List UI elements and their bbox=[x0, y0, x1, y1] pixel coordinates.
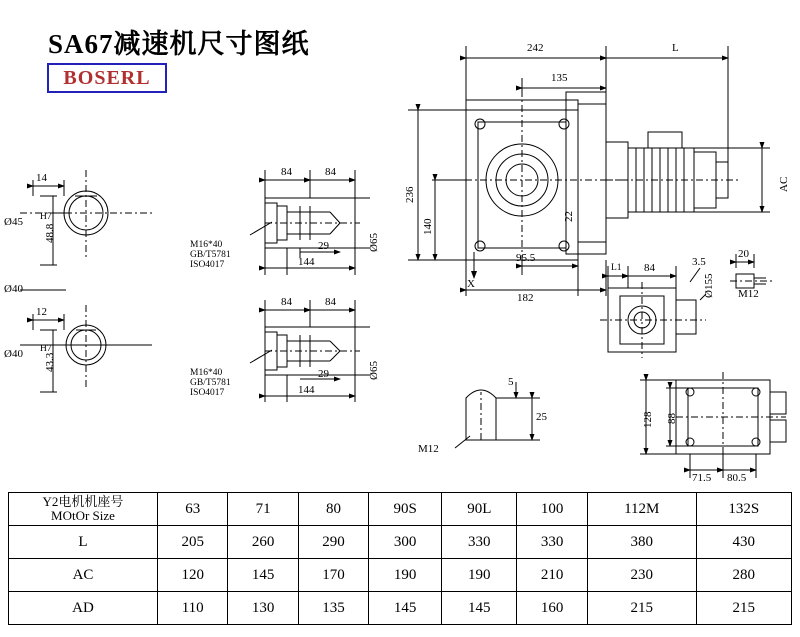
table-cell: 120 bbox=[158, 559, 228, 592]
table-col-3: 90S bbox=[369, 493, 442, 526]
bolt-spec-line3: ISO4017 bbox=[190, 260, 225, 270]
table-col-7: 132S bbox=[696, 493, 791, 526]
table-col-0: 63 bbox=[158, 493, 228, 526]
dim-140: 140 bbox=[422, 218, 434, 235]
bolt-spec-line1: M16*40 bbox=[190, 240, 223, 250]
table-cell: 330 bbox=[517, 526, 587, 559]
dim-25: 25 bbox=[536, 411, 547, 423]
table-cell: 110 bbox=[158, 592, 228, 625]
dim-128: 128 bbox=[642, 411, 654, 428]
table-cell: 145 bbox=[369, 592, 442, 625]
dim-84-a-top: 84 bbox=[281, 166, 292, 178]
table-cell: 260 bbox=[228, 526, 298, 559]
dim-242: 242 bbox=[527, 42, 544, 54]
dim-M12-bottom: M12 bbox=[418, 443, 439, 455]
table-cell: 215 bbox=[696, 592, 791, 625]
table-col-2: 80 bbox=[298, 493, 368, 526]
dim-3-5: 3.5 bbox=[692, 256, 706, 268]
table-cell: 130 bbox=[228, 592, 298, 625]
dim-d65-bottom: Ø65 bbox=[368, 361, 380, 380]
table-cell: 170 bbox=[298, 559, 368, 592]
bolt-spec-bottom bbox=[190, 368, 231, 398]
table-head-line1: Y2电机机座号 bbox=[42, 494, 124, 510]
page-title: SA67减速机尺寸图纸 bbox=[48, 29, 310, 59]
dim-d65-top: Ø65 bbox=[368, 233, 380, 252]
dim-d155: Ø155 bbox=[703, 273, 715, 298]
bolt-spec-line3-b: ISO4017 bbox=[190, 388, 225, 398]
dim-AC: AC bbox=[778, 176, 790, 192]
dim-L: L bbox=[672, 42, 679, 54]
bolt-spec-line2: GB/T5781 bbox=[190, 250, 231, 260]
bolt-spec-line2-b: GB/T5781 bbox=[190, 378, 231, 388]
table-row-label-AD: AD bbox=[9, 592, 158, 625]
dim-5: 5 bbox=[508, 376, 514, 388]
table-row-label-AC: AC bbox=[9, 559, 158, 592]
dim-14: 14 bbox=[36, 172, 47, 184]
table-col-5: 100 bbox=[517, 493, 587, 526]
dim-95-5: 95.5 bbox=[516, 252, 536, 264]
dim-d40-h7: H7 bbox=[40, 344, 52, 354]
dim-d45-h7: H7 bbox=[40, 212, 52, 222]
table-row-header-motor-size bbox=[9, 493, 158, 526]
dim-20: 20 bbox=[738, 248, 749, 260]
table-cell: 190 bbox=[442, 559, 517, 592]
dim-29-top: 29 bbox=[318, 240, 329, 252]
dim-144-top: 144 bbox=[298, 256, 315, 268]
table-cell: 210 bbox=[517, 559, 587, 592]
table-cell: 280 bbox=[696, 559, 791, 592]
table-cell: 215 bbox=[587, 592, 696, 625]
dim-84-b-top: 84 bbox=[325, 166, 336, 178]
table-row-label-L: L bbox=[9, 526, 158, 559]
table-cell: 300 bbox=[369, 526, 442, 559]
table-head-line2: MOtOr Size bbox=[51, 508, 115, 523]
dim-182: 182 bbox=[517, 292, 534, 304]
dim-144-bottom: 144 bbox=[298, 384, 315, 396]
dim-135: 135 bbox=[551, 72, 568, 84]
table-row bbox=[9, 559, 792, 592]
table-cell: 135 bbox=[298, 592, 368, 625]
table-col-6: 112M bbox=[587, 493, 696, 526]
table-cell: 205 bbox=[158, 526, 228, 559]
dim-80-5: 80.5 bbox=[727, 472, 747, 484]
table-cell: 330 bbox=[442, 526, 517, 559]
table-header-row bbox=[9, 493, 792, 526]
bolt-spec-line1-b: M16*40 bbox=[190, 368, 223, 378]
dim-84-a-bottom: 84 bbox=[281, 296, 292, 308]
table-cell: 145 bbox=[228, 559, 298, 592]
dim-M12-right: M12 bbox=[738, 288, 759, 300]
table-cell: 190 bbox=[369, 559, 442, 592]
dim-12: 12 bbox=[36, 306, 47, 318]
dim-X: X bbox=[467, 278, 475, 290]
brand-logo-text: BOSERL bbox=[63, 66, 151, 89]
dim-88: 88 bbox=[666, 413, 678, 424]
table-cell: 160 bbox=[517, 592, 587, 625]
dim-22: 22 bbox=[563, 211, 575, 222]
dim-43-3: 43.3 bbox=[44, 352, 56, 372]
motor-size-table bbox=[8, 492, 792, 625]
bolt-spec-top bbox=[190, 240, 231, 270]
dim-29-bottom: 29 bbox=[318, 368, 329, 380]
table-cell: 230 bbox=[587, 559, 696, 592]
table-cell: 145 bbox=[442, 592, 517, 625]
dim-d40-top: Ø40 bbox=[4, 283, 23, 295]
table-cell: 290 bbox=[298, 526, 368, 559]
dim-84-right: 84 bbox=[644, 262, 655, 274]
table-row bbox=[9, 592, 792, 625]
table-cell: 430 bbox=[696, 526, 791, 559]
dim-236: 236 bbox=[404, 186, 416, 203]
dim-d45: Ø45 bbox=[4, 216, 23, 228]
table-col-4: 90L bbox=[442, 493, 517, 526]
dim-71-5: 71.5 bbox=[692, 472, 712, 484]
dim-d40h7: Ø40 bbox=[4, 348, 23, 360]
dim-48-8: 48.8 bbox=[44, 223, 56, 243]
table-col-1: 71 bbox=[228, 493, 298, 526]
dim-L1: L1 bbox=[611, 263, 622, 273]
table-cell: 380 bbox=[587, 526, 696, 559]
dim-84-b-bottom: 84 bbox=[325, 296, 336, 308]
table-row bbox=[9, 526, 792, 559]
